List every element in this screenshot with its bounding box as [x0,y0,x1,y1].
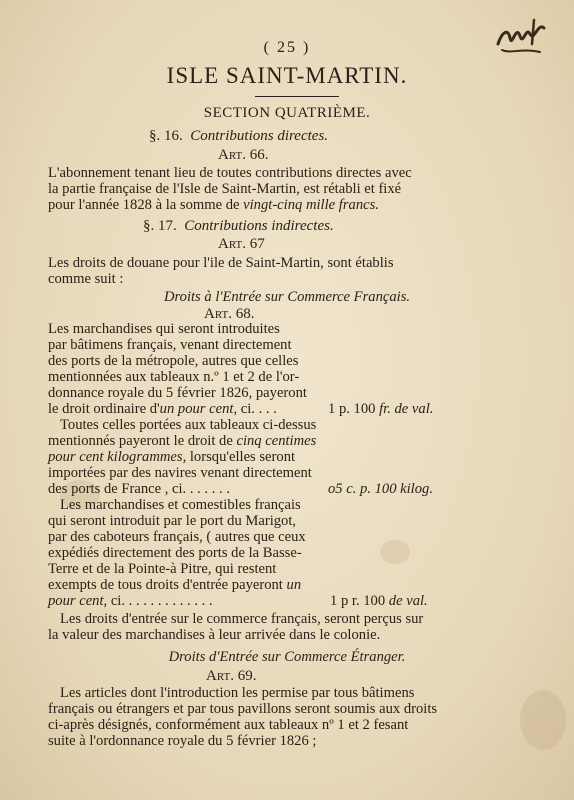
article-67-label: Art. 67 [218,236,265,252]
art67-line: Les droits de douane pour l'ile de Saint-Martin, sont établis [48,255,394,271]
rate-unit: de val. [388,593,428,609]
art68-line: Toutes celles portées aux tableaux ci-dessus [60,417,317,433]
art68-line: expédiés directement des ports de la Basse- [48,545,302,561]
art68-text: exempts de tous droits d'entrée payeront [48,577,283,593]
art68-text: le droit ordinaire d' [48,401,160,417]
rate-number: 1 p. 100 [328,401,376,417]
art68-line: par des caboteurs français, ( autres que ceux [48,529,306,545]
art66-line [48,198,379,213]
art68-line: Terre et de la Pointe-à Pitre, qui restent [48,561,277,577]
art68-italic: un [286,577,302,593]
art66-amount: vingt-cinq mille francs. [243,197,379,213]
art68-line: Les marchandises qui seront introduites [48,321,280,337]
art68-line: mentionnées aux tableaux n.º 1 et 2 de l'or- [48,369,300,385]
art68-italic: pour cent kilogrammes, [48,449,187,465]
art66-text: pour l'année 1828 à la somme de [48,197,240,213]
paragraph-17-heading [143,219,334,234]
paragraph-number: §. 16. [149,128,183,144]
page-number: ( 25 ) [263,39,311,56]
title-divider [255,96,339,97]
art68-text: , ci. . . . [233,401,277,417]
paragraph-16-heading [149,129,328,144]
rate-value: o5 c. p. 100 kilog. [328,481,433,497]
section-heading: SECTION QUATRIÈME. [203,105,371,121]
art68-closing-line: la valeur des marchandises à leur arrivée dans le colonie. [48,627,381,643]
art68-line: des ports de France , ci. . . . . . . [48,481,230,497]
art69-line: ci-après désignés, conformément aux tableaux nº 1 et 2 fesant [48,717,409,733]
rate-number: 1 p r. 100 [330,593,386,609]
art69-line: Les articles dont l'introduction les permise par tous bâtimens [60,685,415,701]
art68-line: donnance royale du 5 février 1826, payeront [48,385,307,401]
art68-text: lorsqu'elles seront [189,449,296,465]
art69-line: suite à l'ordonnance royale du 5 février 1826 ; [48,733,317,749]
article-69-label: Art. 69. [206,668,257,684]
art68-line: qui seront introduit par le port du Marigot, [48,513,297,529]
art68-line: importées par des navires venant directement [48,465,312,481]
art69-line: français ou étrangers et par tous pavillons seront soumis aux droits [48,701,438,717]
heading-droits-francais: Droits à l'Entrée sur Commerce Français. [163,289,411,305]
art68-italic: cinq centimes [236,433,317,449]
art68-line [48,594,213,609]
art66-line: L'abonnement tenant lieu de toutes contributions directes avec [48,165,412,181]
art68-line [48,434,316,449]
rate-value [328,402,433,417]
paragraph-number: §. 17. [143,218,177,234]
art68-italic: pour cent [48,593,104,609]
art68-text: , ci. . . . . . . . . . . . . [103,593,213,609]
rate-unit: fr. de val. [379,401,434,417]
art68-line: des ports de la métropole, autres que celles [48,353,299,369]
rate-value [330,594,428,609]
article-66-label: Art. 66. [218,147,269,163]
heading-droits-etranger: Droits d'Entrée sur Commerce Étranger. [168,649,406,665]
page-title: ISLE SAINT-MARTIN. [166,63,408,88]
paragraph-title: Contributions indirectes. [184,218,334,234]
art68-line: par bâtimens français, venant directement [48,337,292,353]
paragraph-title: Contributions directes. [190,128,329,144]
art68-line [48,450,295,465]
art68-italic: un pour cent [159,401,234,417]
paper-stain [380,540,410,564]
art68-closing-line: Les droits d'entrée sur le commerce français, seront perçus sur [60,611,424,627]
art68-line [48,578,301,593]
art67-line: comme suit : [48,271,124,287]
art68-line: Les marchandises et comestibles français [60,497,301,513]
art68-text: mentionnés payeront le droit de [48,433,233,449]
article-68-label: Art. 68. [204,306,255,322]
art68-line [48,402,277,417]
art66-line: la partie française de l'Isle de Saint-Martin, est rétabli et fixé [48,181,402,197]
paper-stain [520,690,566,750]
